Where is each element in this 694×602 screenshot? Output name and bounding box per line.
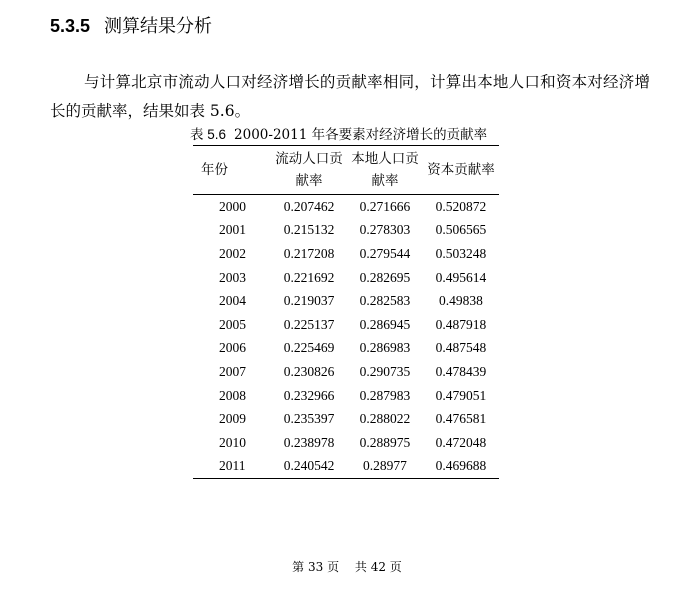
cell-local: 0.288975 [359, 434, 411, 450]
table-row [193, 431, 499, 455]
cell-local: 0.28977 [347, 455, 423, 479]
cell-floating: 0.232966 [283, 387, 335, 403]
cell-local: 0.278303 [359, 222, 411, 238]
table-caption [190, 123, 510, 143]
cell-local: 0.282583 [359, 293, 411, 309]
table-row [193, 407, 499, 431]
table-caption-title: 2000-2011 年各要素对经济增长的贡献率 [234, 127, 488, 143]
table-row [193, 242, 499, 266]
cell-floating: 0.221692 [283, 269, 335, 285]
table-row [193, 195, 499, 219]
cell-local: 0.286983 [359, 340, 411, 356]
cell-year: 2001 [219, 222, 246, 238]
cell-year: 2011 [193, 455, 271, 479]
cell-capital: 0.478439 [435, 363, 487, 379]
cell-capital: 0.503248 [435, 245, 487, 261]
page-number: 第 33 页 [292, 560, 340, 574]
cell-floating: 0.225469 [283, 340, 335, 356]
cell-local: 0.271666 [359, 198, 411, 214]
cell-capital: 0.487918 [435, 316, 487, 332]
cell-local: 0.279544 [359, 245, 411, 261]
table-row [193, 289, 499, 313]
cell-capital: 0.506565 [435, 222, 487, 238]
cell-floating: 0.235397 [283, 411, 335, 427]
header-year: 年份 [193, 146, 271, 195]
cell-capital: 0.476581 [435, 411, 487, 427]
header-floating-population: 流动人口贡献率 [271, 146, 347, 195]
cell-floating: 0.238978 [283, 434, 335, 450]
cell-capital: 0.479051 [435, 387, 487, 403]
cell-year: 2002 [219, 245, 246, 261]
table-row [193, 313, 499, 337]
table-row [193, 360, 499, 384]
page-total: 共 42 页 [354, 560, 402, 574]
table-row [193, 266, 499, 290]
page-footer [0, 558, 694, 575]
cell-local: 0.288022 [359, 411, 411, 427]
table-row [193, 337, 499, 361]
contribution-table [193, 145, 499, 479]
table-header-row [193, 146, 499, 195]
table-row [193, 455, 499, 479]
cell-year: 2003 [219, 269, 246, 285]
table-caption-label: 表 5.6 [190, 127, 227, 142]
table-body [193, 195, 499, 479]
section-title: 测算结果分析 [104, 16, 213, 37]
section-heading [50, 12, 212, 38]
section-number: 5.3.5 [50, 16, 91, 36]
cell-capital: 0.472048 [435, 434, 487, 450]
table-row [193, 384, 499, 408]
cell-floating: 0.240542 [271, 455, 347, 479]
cell-year: 2007 [219, 363, 246, 379]
cell-local: 0.287983 [359, 387, 411, 403]
cell-capital: 0.495614 [435, 269, 487, 285]
cell-local: 0.282695 [359, 269, 411, 285]
cell-floating: 0.219037 [283, 293, 335, 309]
cell-year: 2006 [219, 340, 246, 356]
cell-year: 2005 [219, 316, 246, 332]
cell-local: 0.286945 [359, 316, 411, 332]
cell-capital: 0.469688 [423, 455, 499, 479]
body-paragraph: 与计算北京市流动人口对经济增长的贡献率相同，计算出本地人口和资本对经济增长的贡献率，结果如表 5.6。 [50, 73, 650, 120]
cell-year: 2009 [219, 411, 246, 427]
table-row [193, 219, 499, 243]
cell-capital: 0.49838 [439, 293, 483, 309]
cell-year: 2010 [219, 434, 246, 450]
cell-year: 2004 [219, 293, 246, 309]
cell-capital: 0.520872 [435, 198, 487, 214]
cell-capital: 0.487548 [435, 340, 487, 356]
cell-floating: 0.217208 [283, 245, 335, 261]
cell-floating: 0.215132 [283, 222, 335, 238]
cell-local: 0.290735 [359, 363, 411, 379]
cell-floating: 0.225137 [283, 316, 335, 332]
cell-year: 2000 [219, 198, 246, 214]
cell-floating: 0.230826 [283, 363, 335, 379]
header-capital: 资本贡献率 [423, 146, 499, 195]
cell-floating: 0.207462 [283, 198, 335, 214]
cell-year: 2008 [219, 387, 246, 403]
header-local-population: 本地人口贡献率 [347, 146, 423, 195]
